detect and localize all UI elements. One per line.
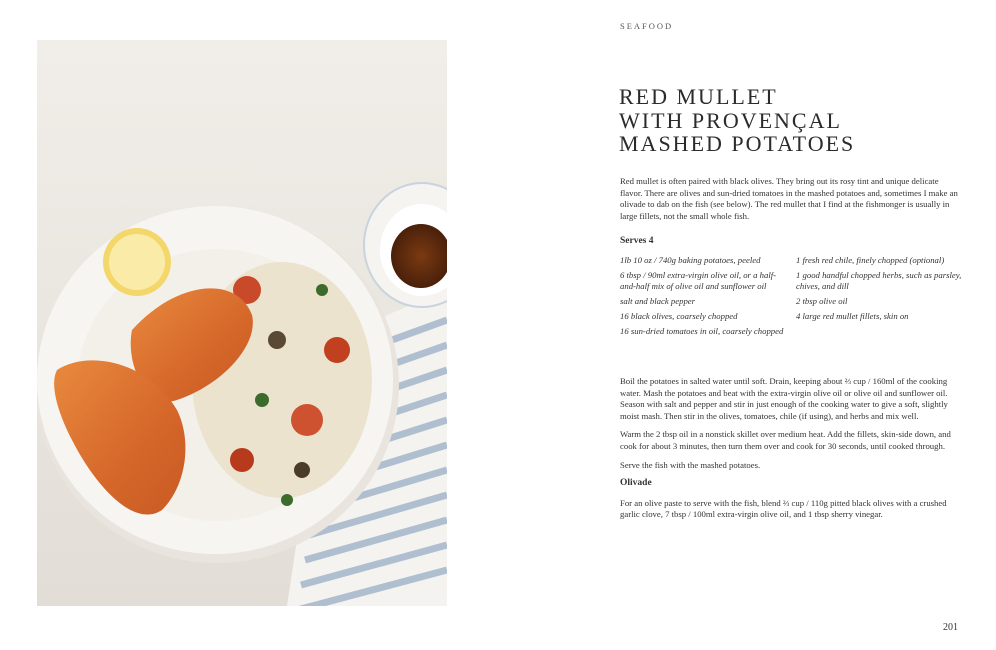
olivade-heading: Olivade (620, 478, 652, 489)
dish-illustration (37, 40, 447, 606)
ingredient-item: 1 fresh red chile, finely chopped (optional) (796, 255, 945, 265)
ingredient-item: 6 tbsp / 90ml extra-virgin olive oil, or a half-and-half mix of olive oil and sunflower oil (620, 269, 777, 291)
method-section (620, 376, 960, 528)
ingredient-item: 2 tbsp olive oil (796, 295, 848, 306)
method-step: Warm the 2 tbsp oil in a nonstick skillet over medium heat. Add the fillets, skin-side down, and cook for about 3 minutes, then turn them over and cook for 30 seconds, until cooked through. (620, 429, 951, 451)
ingredient-item: salt and black pepper (620, 295, 696, 306)
ingredient-item: 16 black olives, coarsely chopped (620, 310, 738, 321)
title-line: RED MULLET (619, 84, 778, 109)
section-label: SEAFOOD (620, 21, 674, 31)
lemon-slice (103, 228, 171, 296)
page-number: 201 (943, 622, 958, 633)
method-step: Boil the potatoes in salted water until soft. Drain, keeping about ⅔ cup / 160ml of the cooking water. Mash the potatoes and beat with the extra-virgin olive oil or olive oil and sunflower oil. Season with salt and pepper and stir in just enough of the cooking water to give a soft, slightly moist mash. Then stir in the olives, tomatoes, chile (if using), and herbs and mix well. (620, 376, 948, 421)
recipe-title (619, 85, 855, 156)
ingredient-item: 4 large red mullet fillets, skin on (796, 310, 909, 321)
olivade-text: For an olive paste to serve with the fish, blend ⅔ cup / 110g pitted black olives with a crushed garlic clove, 7 tbsp / 100ml extra-virgin olive oil, and 1 tbsp sherry vinegar. (620, 497, 947, 520)
ingredient-item: 16 sun-dried tomatoes in oil, coarsely chopped (620, 325, 784, 336)
serves-heading: Serves 4 (620, 236, 654, 246)
title-line: MASHED POTATOES (619, 131, 856, 156)
recipe-photo (37, 40, 447, 606)
recipe-intro: Red mullet is often paired with black olives. They bring out its rosy tint and unique delicate flavor. There are olives and sun-dried tomatoes in the mashed potatoes and, sometimes I make an olivade to dab on the fish (see below). The red mullet that I find at the fishmonger is usually in large fillets, not the small whole fish. (620, 176, 958, 221)
method-step: Serve the fish with the mashed potatoes. (620, 459, 761, 470)
ingredient-list-left (620, 255, 790, 341)
ingredient-list-right (796, 255, 966, 326)
ingredient-item: 1 good handful chopped herbs, such as parsley, chives, and dill (796, 269, 962, 291)
ingredient-item: 1lb 10 oz / 740g baking potatoes, peeled (620, 255, 761, 265)
title-line: WITH PROVENÇAL (619, 107, 842, 133)
